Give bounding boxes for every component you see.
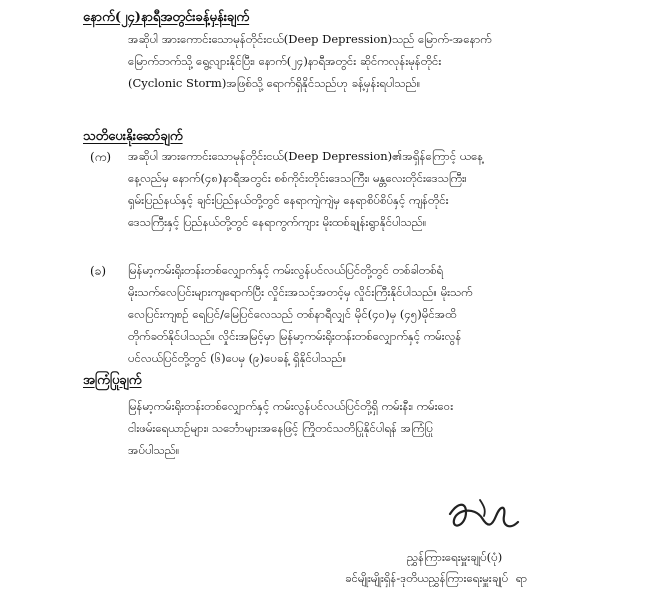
forecast-line-2: မြောက်ဘက်သို့ ရွေ့လျားနိုင်ပြီး၊ နောက်(၂၄)နာရီအတွင်း ဆိုင်ကလုန်းမုန်တိုင်း [128, 54, 442, 68]
warning-ka-line-2: နေ့လည်မှ နောက်(၄၈)နာရီအတွင်း စစ်ကိုင်းတိုင်းဒေသကြီး၊ မန္တလေးတိုင်းဒေသကြီး၊ [128, 171, 467, 185]
forecast-paragraph [128, 28, 598, 94]
warning-kha-line-5: ပင်လယ်ပြင်တို့တွင် (၆)ပေမှ (၉)ပေခန့် ရှိနိုင်ပါသည်။ [128, 351, 347, 365]
warning-kha-line-1: မြန်မာ့ကမ်းရိုးတန်းတစ်လျှောက်နှင့် ကမ်းလွန်ပင်လယ်ပြင်တို့တွင် တစ်ခါတစ်ရံ [128, 263, 444, 277]
signature-name-text: ခင်မျိုးမျိုးရှိန်-ဒုတိယညွှန်ကြားရေးမှူးချုပ် [345, 571, 509, 585]
advice-paragraph [128, 395, 598, 461]
warning-ka-line-1: အဆိုပါ အားကောင်းသောမုန်တိုင်းငယ်(Deep Depression)၏အရှိန်ကြောင့် ယနေ့ [128, 149, 484, 163]
advice-heading: အကြံပြုချက် [83, 373, 142, 388]
advice-line-2: ငါးဖမ်းရေယာဉ်များ၊ သင်္ဘောများအနေဖြင့် ကြိုတင်သတိပြုနိုင်ပါရန် အကြံပြု [128, 421, 433, 435]
signature-name [345, 571, 527, 588]
forecast-line-3: (Cyclonic Storm)အဖြစ်သို့ ရောက်ရှိနိုင်သည်ဟု ခန့်မှန်းရပါသည်။ [128, 76, 421, 90]
forecast-line-1: အဆိုပါ အားကောင်းသောမုန်တိုင်းငယ်(Deep Depression)သည် မြောက်-အနောက် [128, 32, 492, 46]
warning-kha-line-2: မိုးသက်လေပြင်းများကျရောက်ပြီး လှိုင်းအသင့်အတင့်မှ လှိုင်းကြီးနိုင်ပါသည်။ မိုးသက် [128, 285, 473, 299]
warning-ka-line-3: ရှမ်းပြည်နယ်နှင့် ချင်းပြည်နယ်တို့တွင် နေရာကျဲကျဲမှ နေရာစိပ်စိပ်နှင့် ကျန်တိုင်း [128, 193, 449, 207]
handwritten-signature [440, 496, 530, 540]
advice-line-1: မြန်မာ့ကမ်းရိုးတန်းတစ်လျှောက်နှင့် ကမ်းလွန်ပင်လယ်ပြင်တို့ရှိ ကမ်းနီး၊ ကမ်းဝေး [128, 399, 454, 413]
advice-line-3: အပ်ပါသည်။ [128, 443, 180, 457]
warning-item-ka [128, 145, 598, 233]
signature-suffix: ရာ [515, 571, 528, 585]
warning-heading: သတိပေးနိုးဆော်ချက် [83, 129, 183, 144]
warning-item-kha [128, 259, 598, 369]
warning-ka-line-4: ဒေသကြီးနှင့် ပြည်နယ်တို့တွင် နေရာကွက်ကျား မိုးထစ်ချုန်းရွာနိုင်ပါသည်။ [128, 215, 427, 229]
forecast-heading: နောက်(၂၄)နာရီအတွင်းခန့်မှန်းချက် [83, 10, 250, 25]
warning-item-marker-ka: (က) [90, 150, 112, 164]
warning-kha-line-3: လေပြင်းကျစဉ် ရေပြင်/မြေပြင်လေသည် တစ်နာရီလျှင် မိုင်(၄၀)မှ (၄၅)မိုင်အထိ [128, 307, 457, 321]
signature-title: ညွှန်ကြားရေးမှူးချုပ်(ပုံ) [407, 550, 503, 564]
warning-kha-line-4: တိုက်ခတ်နိုင်ပါသည်။ လှိုင်းအမြင့်မှာ မြန်မာ့ကမ်းရိုးတန်းတစ်လျှောက်နှင့် ကမ်းလွန် [128, 329, 462, 343]
warning-item-marker-kha: (ခ) [90, 264, 107, 278]
